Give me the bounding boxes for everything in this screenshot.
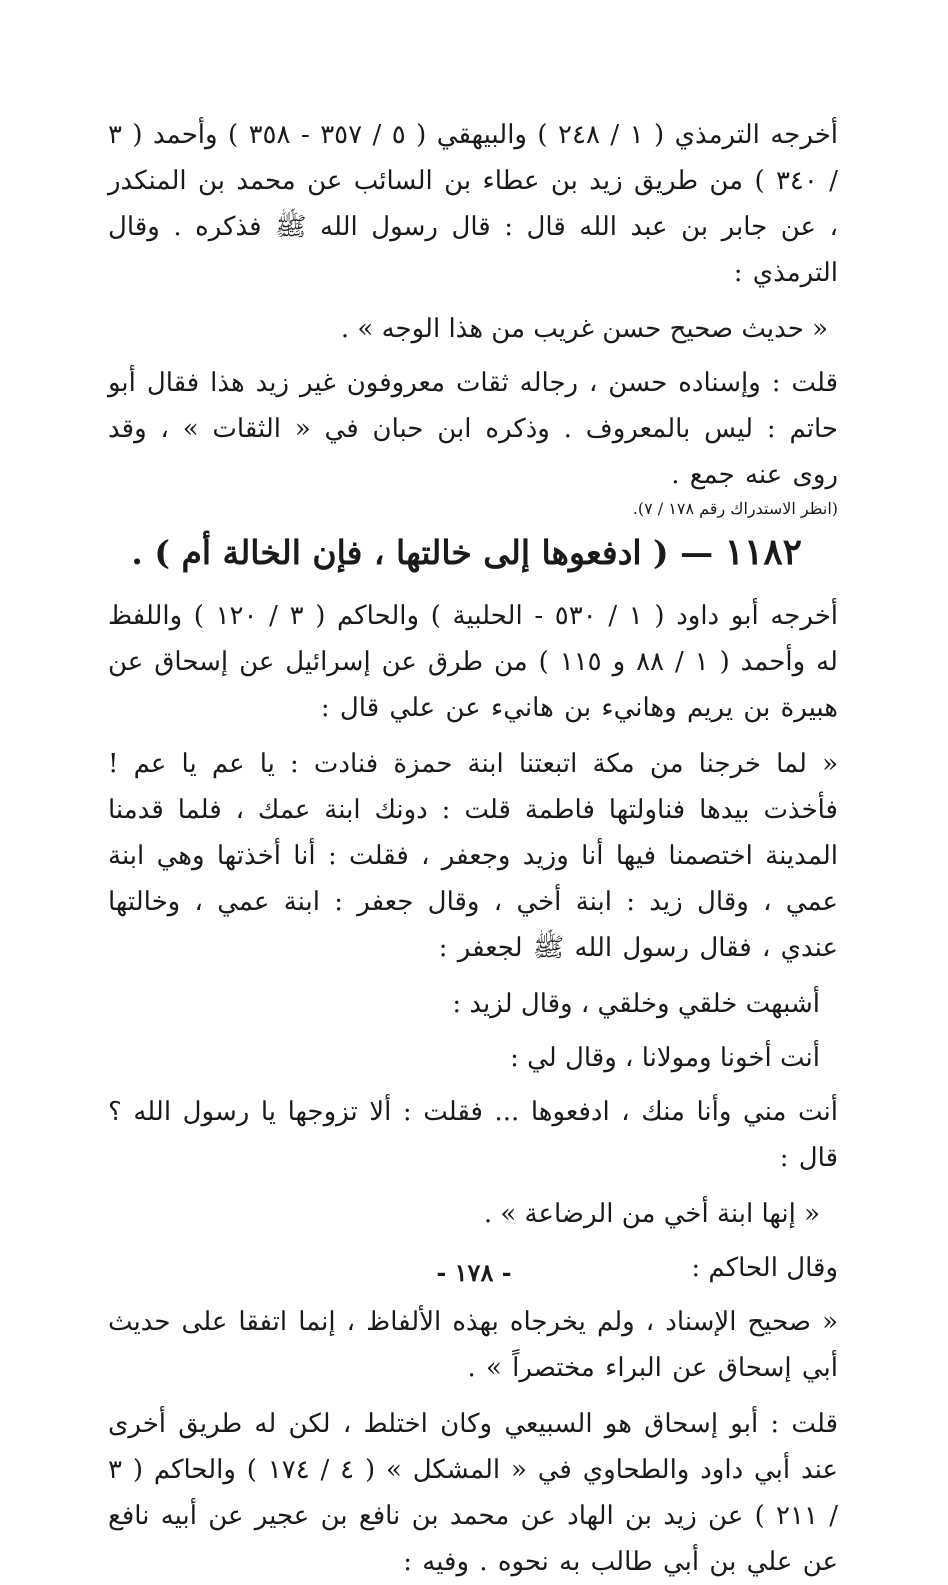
page-number: - ١٧٨ - xyxy=(436,1258,512,1287)
quote-tirmidhi: « حديث صحيح حسن غريب من هذا الوجه » . xyxy=(340,314,828,344)
paragraph-takhrij-2: أخرجه أبو داود ( ١ / ٥٣٠ - الحلبية ) والحاكم ( ٣ / ١٢٠ ) واللفظ له وأحمد ( ١ / ٨٨ و ١١٥ ) من طرق عن إسرائيل عن إسحاق عن هبيرة بن يريم وهانيء بن هانيء عن علي قال : xyxy=(108,601,838,723)
quote-ridaa: « إنها ابنة أخي من الرضاعة » . xyxy=(483,1199,820,1229)
paragraph-comment-2: قلت : أبو إسحاق هو السبيعي وكان اختلط ، لكن له طريق أخرى عند أبي داود والطحاوي في « المشكل » ( ٤ / ١٧٤ ) والحاكم ( ٣ / ٢١١ ) عن زيد بن الهاد عن محمد بن نافع بن عجير عن أبيه نافع عن علي بن أبي طالب به نحوه . وفيه : xyxy=(108,1409,838,1577)
paragraph-takhrij-1: أخرجه الترمذي ( ١ / ٢٤٨ ) والبيهقي ( ٥ / ٣٥٧ - ٣٥٨ ) وأحمد ( ٣ / ٣٤٠ ) من طريق زيد بن عطاء بن السائب عن محمد بن المنكدر ، عن جابر بن عبد الله قال : قال رسول الله ﷺ فذكره . وقال الترمذي : xyxy=(108,120,838,288)
hadith-text: — ( ادفعوها إلى خالتها ، فإن الخالة أم ) . xyxy=(131,533,714,572)
paragraph-hadith-story: « لما خرجنا من مكة اتبعتنا ابنة حمزة فنادت : يا عم يا عم ! فأخذت بيدها فناولتها فاطمة قلت : دونك ابنة عمك ، فلما قدمنا المدينة اختصمنا فيها أنا وزيد وجعفر ، فقلت : أنا أخذتها وهي ابنة عمي ، وقال زيد : ابنة أخي ، وقال جعفر : ابنة عمي ، وخالتها عندي ، فقال رسول الله ﷺ لجعفر : xyxy=(108,749,838,963)
quote-zaid: أنت أخونا ومولانا ، وقال لي : xyxy=(510,1043,820,1073)
paragraph-ali: أنت مني وأنا منك ، ادفعوها ... فقلت : ألا تزوجها يا رسول الله ؟ قال : xyxy=(108,1097,838,1173)
quote-hakim-intro: وقال الحاكم : xyxy=(691,1253,838,1283)
hadith-number: ١١٨٢ xyxy=(724,531,802,573)
footnote-reference: (انظر الاستدراك رقم ١٧٨ / ٧). xyxy=(632,499,838,518)
paragraph-comment-1: قلت : وإسناده حسن ، رجاله ثقات معروفون غير زيد هذا فقال أبو حاتم : ليس بالمعروف . وذكره ابن حبان في « الثقات » ، وقد روى عنه جمع . xyxy=(108,368,838,490)
quote-jafar: أشبهت خلقي وخلقي ، وقال لزيد : xyxy=(452,989,820,1019)
hadith-heading xyxy=(108,526,838,579)
paragraph-hakim-verdict: « صحيح الإسناد ، ولم يخرجاه بهذه الألفاظ ، إنما اتفقا على حديث أبي إسحاق عن البراء مختصراً » . xyxy=(108,1307,838,1383)
